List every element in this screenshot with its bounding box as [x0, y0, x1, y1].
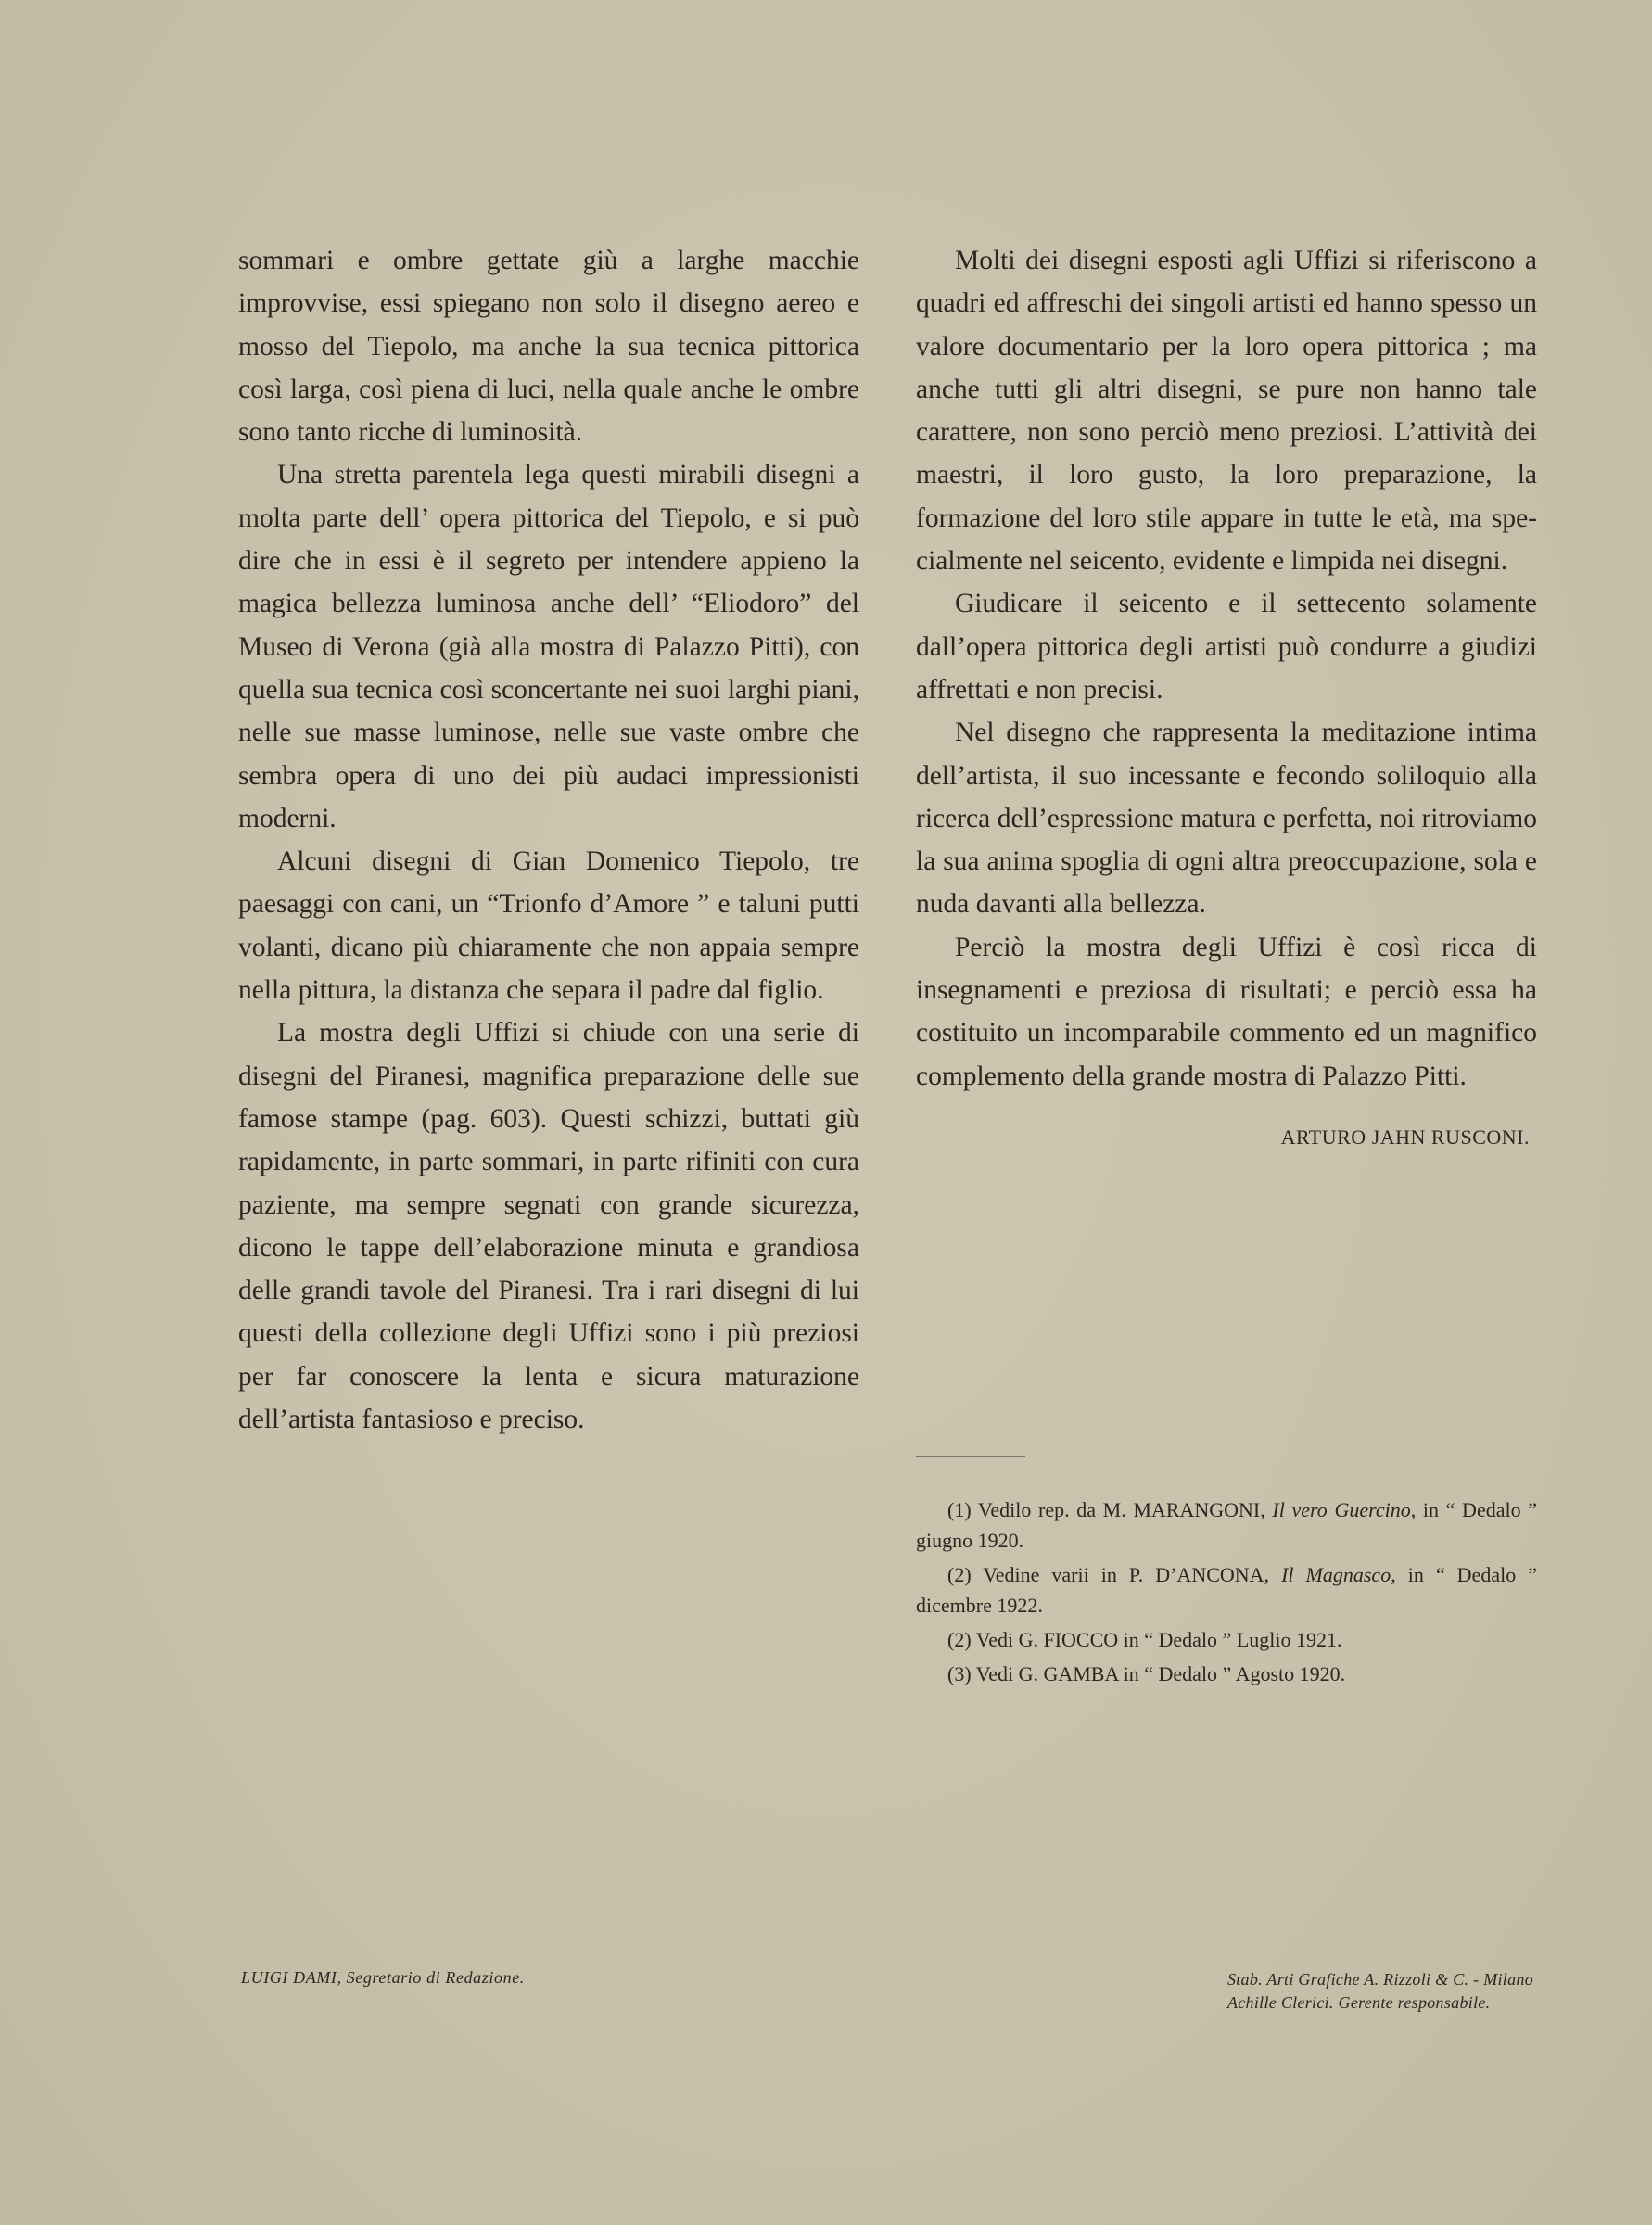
- footnote-text: , in “ Dedalo ” dicembre 1922.: [916, 1563, 1537, 1617]
- paragraph: La mostra degli Uffizi si chiude con una serie di disegni del Piranesi, magnifica preparazione delle sue famose stampe (pag. 603). Questi schizzi, buttati giù rapidamente, in parte sommari, in parte rifiniti con cura paziente, ma sempre segnati con grande sicurezza, dicono le tappe dell’elaborazione minuta e grandiosa delle grandi tavole del Piranesi. Tra i rari disegni di lui questi della collezione degli Uffizi sono i più preziosi per far conoscere la lenta e sicura maturazione dell’artista fantasioso e preciso.: [238, 1018, 859, 1435]
- footer-editor-credit: LUIGI DAMI, Segretario di Redazione.: [241, 1968, 525, 1987]
- footnote: [916, 1659, 1537, 1689]
- footnote-divider: [916, 1456, 1025, 1457]
- footnote-text: (2) Vedi G. FIOCCO in “ Dedalo ” Luglio 1921.: [947, 1628, 1342, 1651]
- footnote-title: Il vero Guercino: [1272, 1498, 1411, 1521]
- footer-manager-line: Achille Clerici. Gerente responsabile.: [1226, 1993, 1491, 2012]
- footnote-title: Il Magnasco: [1281, 1563, 1391, 1586]
- paragraph: Una stretta parentela lega questi mirabili disegni a molta parte dell’ opera pittorica del Tiepolo, e si può dire che in essi è il segreto per intendere appieno la magica bellezza luminosa anche dell’ “Eliodoro” del Museo di Verona (già alla mostra di Palazzo Pitti), con quella sua tecnica così sconcertante nei suoi larghi piani, nelle sue masse luminose, nelle sue vaste ombre che sembra opera di uno dei più audaci impressionisti moderni.: [238, 460, 859, 833]
- footnotes: [916, 1494, 1537, 1693]
- paragraph: Perciò la mostra degli Uffizi è così ricca di insegnamenti e preziosa di risultati; e perciò essa ha costituito un incomparabile commento ed un magnifico complemento della grande mostra di Palazzo Pitti.: [916, 932, 1537, 1091]
- footnote: [916, 1559, 1537, 1621]
- author-signature: ARTURO JAHN RUSCONI.: [1280, 1125, 1530, 1149]
- footer-printer-line: Stab. Arti Grafiche A. Rizzoli & C. - Milano: [1226, 1970, 1533, 1989]
- paragraph: Alcuni disegni di Gian Domenico Tiepolo, tre paesaggi con cani, un “Trionfo d’Amore ” e taluni putti volanti, dicano più chiaramente che non appaia sempre nella pittura, la distanza che separa il padre dal figlio.: [238, 846, 859, 1006]
- footnote: [916, 1494, 1537, 1556]
- footer-printer-credit: [1227, 1968, 1533, 2015]
- paragraph: Molti dei disegni esposti agli Uffizi si riferiscono a quadri ed affreschi dei singoli artisti ed hanno spesso un valore documentario per la loro opera pittorica ; ma anche tutti gli altri disegni, se pure non hanno tale carattere, non sono perciò meno preziosi. L’attività dei maestri, il loro gusto, la loro preparazione, la formazione del loro stile appare in tutte le età, ma specialmente nel seicento, evidente e limpida nei disegni.: [916, 246, 1537, 577]
- paragraph: sommari e ombre gettate giù a larghe macchie improvvise, essi spiegano non solo il disegno aereo e mosso del Tiepolo, ma anche la sua tecnica pittorica così larga, così piena di luci, nella quale anche le ombre sono tanto ricche di luminosità.: [238, 246, 859, 448]
- footnote-text: (1) Vedilo rep. da M. MARANGONI,: [947, 1498, 1273, 1521]
- footnote-text: , in “ Dedalo ” giugno 1920.: [916, 1498, 1537, 1552]
- footnote-text: (3) Vedi G. GAMBA in “ Dedalo ” Agosto 1920.: [947, 1662, 1346, 1685]
- paragraph: Nel disegno che rappresenta la meditazione intima dell’artista, il suo incessante e fecondo soliloquio alla ricerca dell’espressione matura e perfetta, noi ritroviamo la sua anima spoglia di ogni altra preoccupazione, sola e nuda davanti alla bellezza.: [916, 718, 1537, 920]
- right-text-column: [916, 239, 1537, 1159]
- footnote: [916, 1624, 1537, 1655]
- paragraph: Giudicare il seicento e il settecento solamente dall’opera pittorica degli artisti può condurre a giudizi affrettati e non precisi.: [916, 589, 1537, 705]
- footnote-text: (2) Vedine varii in P. D’ANCONA,: [947, 1563, 1282, 1586]
- left-text-column: [238, 239, 859, 1441]
